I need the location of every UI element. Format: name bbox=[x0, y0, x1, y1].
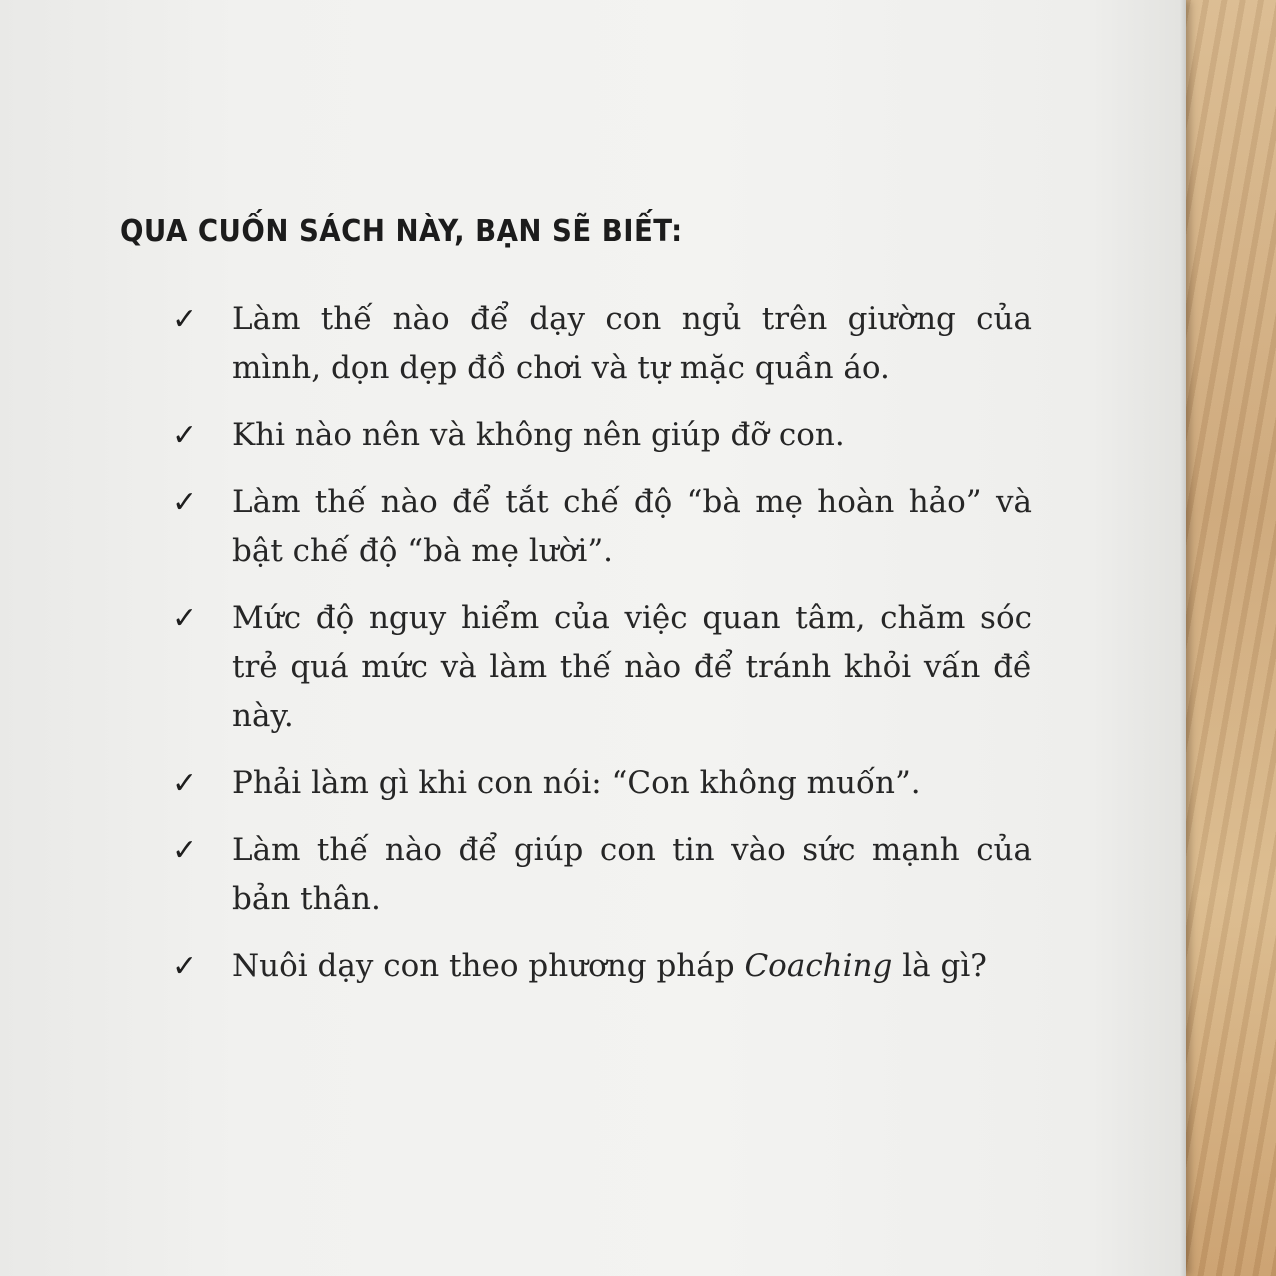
list-item-text: Làm thế nào để tắt chế độ “bà mẹ hoàn hảo” và bật chế độ “bà mẹ lười”. bbox=[232, 484, 1032, 569]
check-mark-icon: ✓ bbox=[172, 302, 198, 337]
list-item bbox=[172, 759, 1032, 808]
list-item-text: Khi nào nên và không nên giúp đỡ con. bbox=[232, 417, 845, 453]
check-mark-icon: ✓ bbox=[172, 833, 198, 868]
list-item-text-before: Nuôi dạy con theo phương pháp bbox=[232, 948, 745, 984]
list-item-text: Làm thế nào để giúp con tin vào sức mạnh của bản thân. bbox=[232, 832, 1032, 917]
list-item-text: Làm thế nào để dạy con ngủ trên giường của mình, dọn dẹp đồ chơi và tự mặc quần áo. bbox=[232, 301, 1032, 386]
list-item bbox=[172, 411, 1032, 460]
list-item bbox=[172, 594, 1032, 741]
benefit-list bbox=[172, 295, 1032, 1009]
list-item bbox=[172, 826, 1032, 924]
list-item bbox=[172, 478, 1032, 576]
check-mark-icon: ✓ bbox=[172, 418, 198, 453]
list-item-text-emphasis: Coaching bbox=[744, 948, 893, 984]
list-item-text bbox=[232, 948, 987, 984]
check-mark-icon: ✓ bbox=[172, 485, 198, 520]
page-edge-shadow bbox=[1180, 0, 1186, 1276]
page-heading: QUA CUỐN SÁCH NÀY, BẠN SẼ BIẾT: bbox=[120, 214, 683, 249]
list-item bbox=[172, 295, 1032, 393]
check-mark-icon: ✓ bbox=[172, 949, 198, 984]
check-mark-icon: ✓ bbox=[172, 766, 198, 801]
check-mark-icon: ✓ bbox=[172, 601, 198, 636]
list-item-text: Phải làm gì khi con nói: “Con không muốn”. bbox=[232, 765, 921, 801]
list-item-text-after: là gì? bbox=[892, 948, 987, 984]
list-item bbox=[172, 942, 1032, 991]
list-item-text: Mức độ nguy hiểm của việc quan tâm, chăm sóc trẻ quá mức và làm thế nào để tránh khỏi vấn đề này. bbox=[232, 600, 1032, 734]
